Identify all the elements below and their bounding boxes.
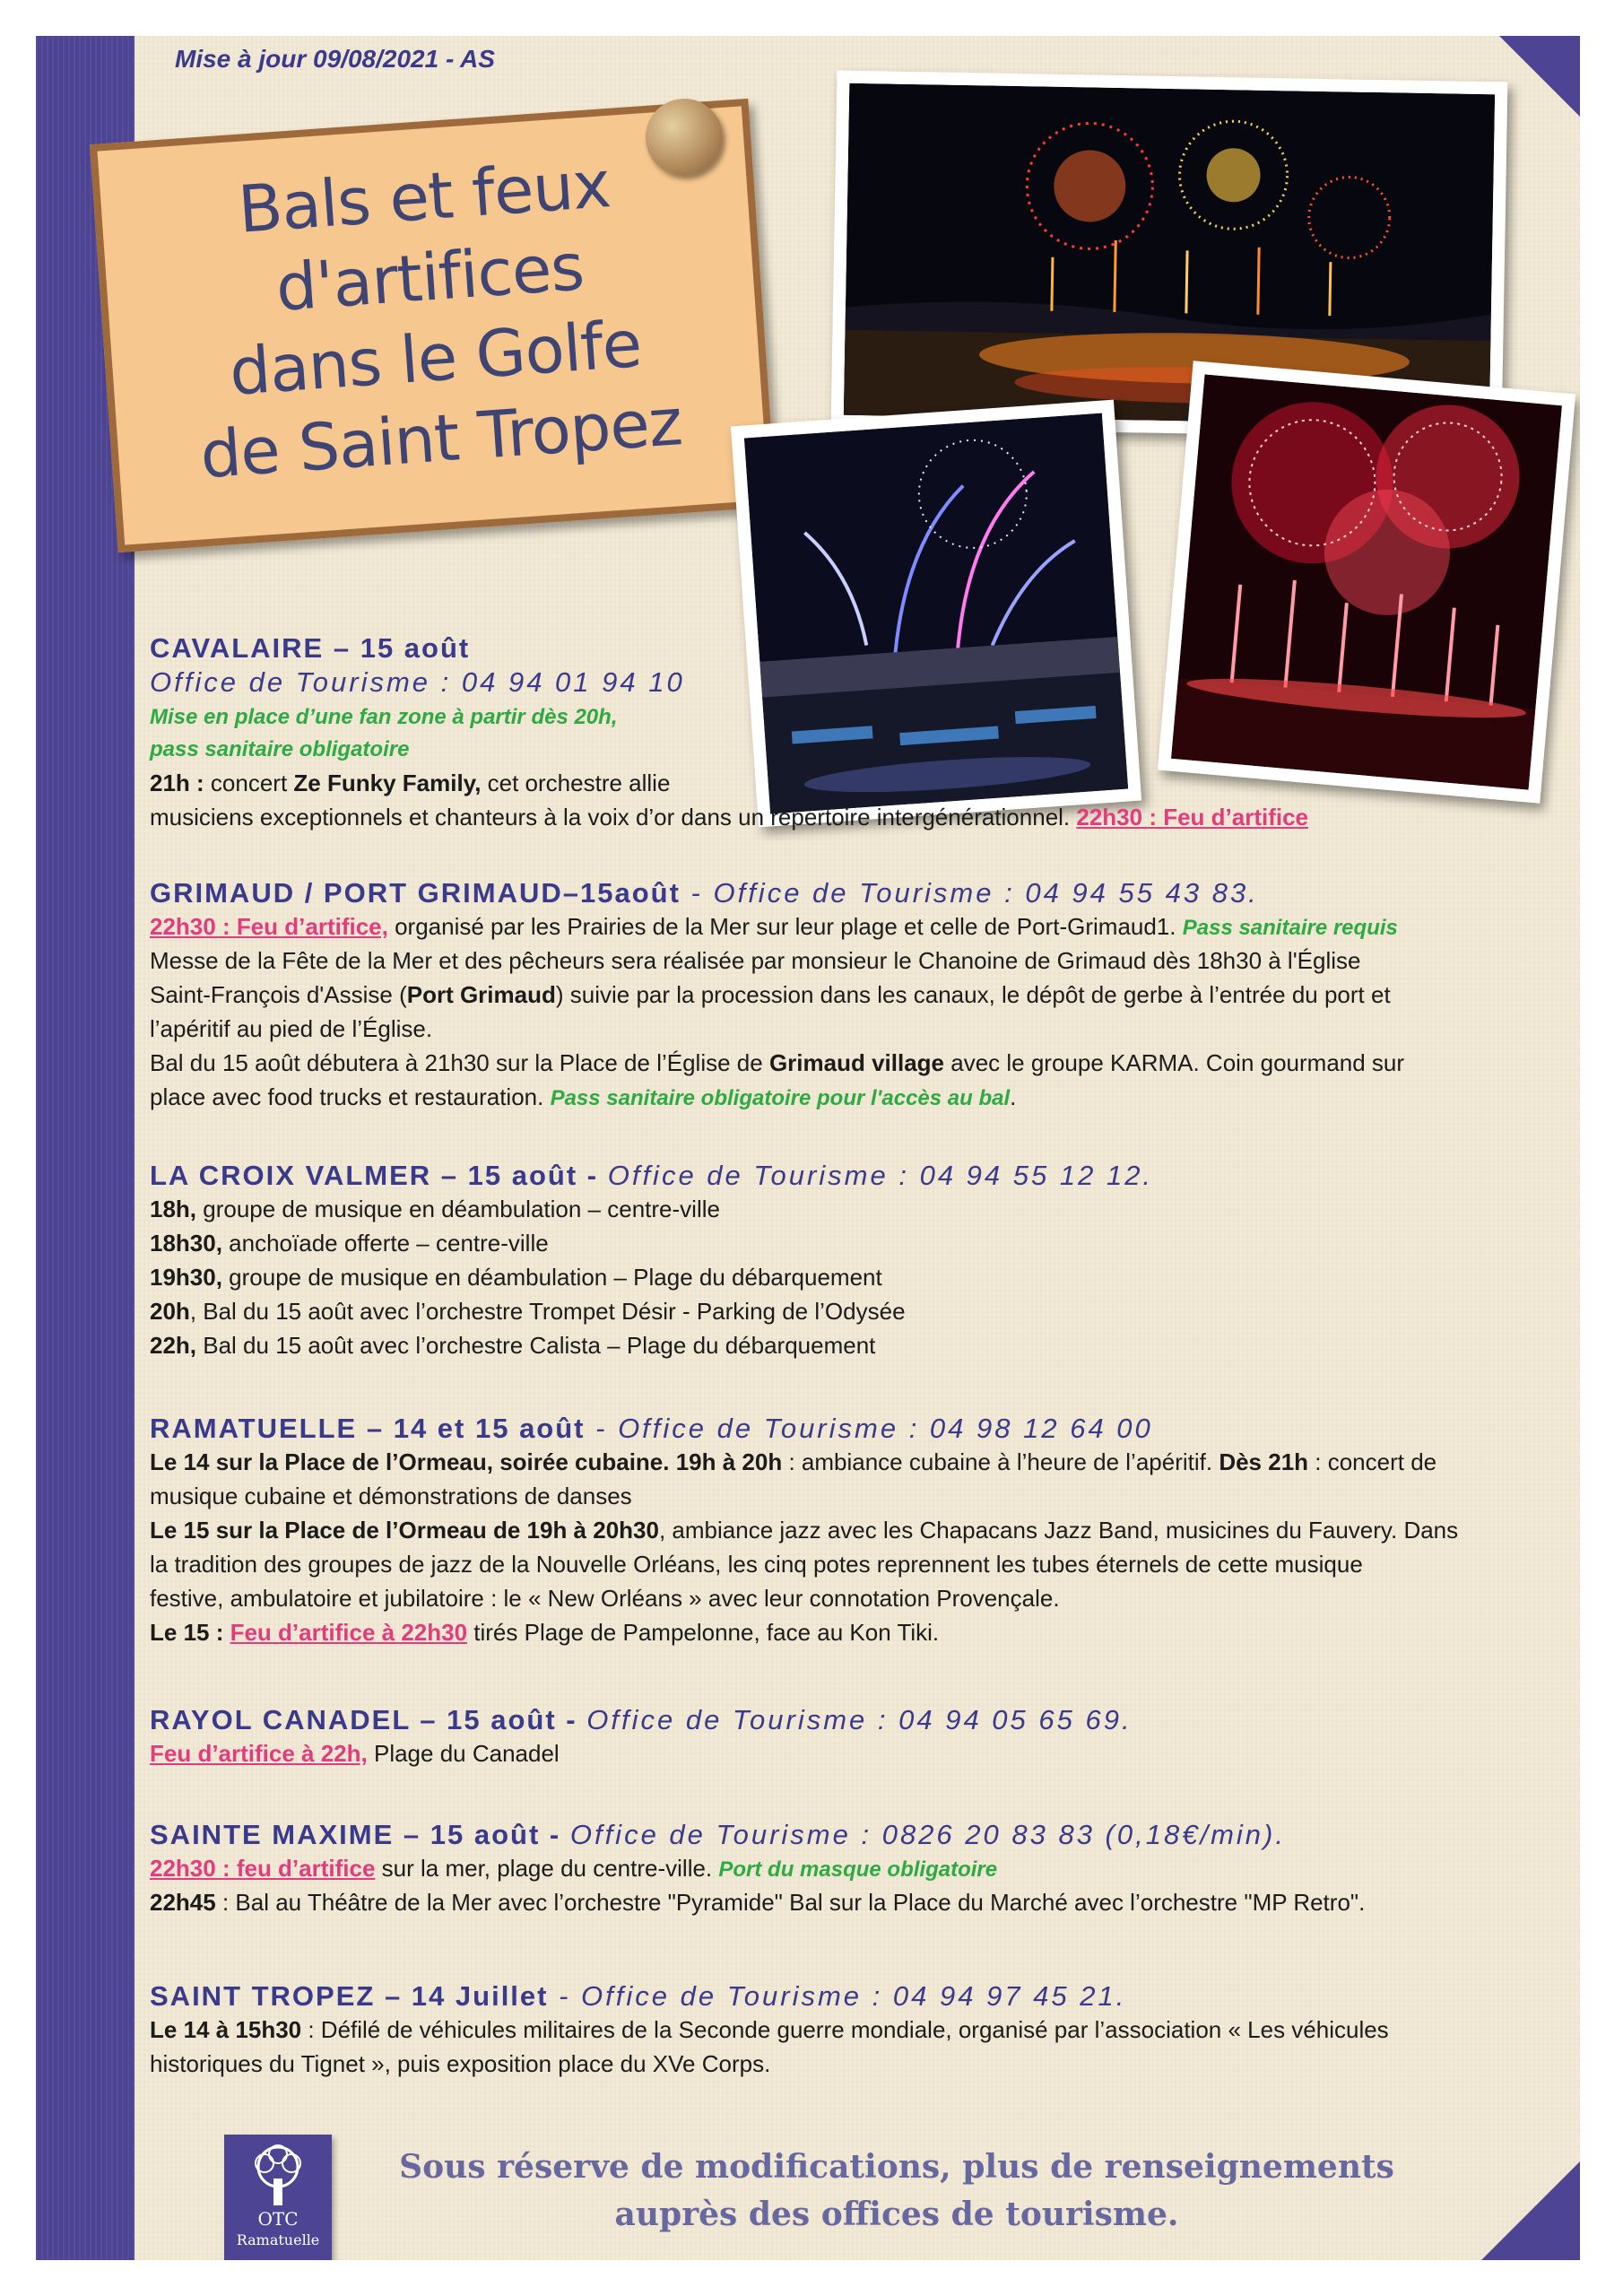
ramatuelle-line-3: Le 15 sur la Place de l’Ormeau de 19h à 20h30, ambiance jazz avec les Chapacans Jazz Band, musicines du Fauvery. Dans — [150, 1517, 1459, 1544]
cavalaire-line-1: 21h : concert Ze Funky Family, cet orchestre allie — [150, 770, 671, 796]
maxime-line-1: 22h30 : feu d’artifice sur la mer, plage du centre-ville. Port du masque obligatoire — [150, 1855, 998, 1882]
rayol-firework-time: Feu d’artifice à 22h, — [150, 1740, 368, 1767]
maxime-mask-note: Port du masque obligatoire — [718, 1857, 998, 1882]
croix-item: 18h, groupe de musique en déambulation – centre-ville — [150, 1196, 720, 1222]
cavalaire-band: Ze Funky Family, — [293, 770, 482, 796]
maxime-firework-time: 22h30 : feu d’artifice — [150, 1855, 376, 1882]
logo-text-otc: OTC — [257, 2208, 299, 2230]
grimaud-pass-note: Pass sanitaire requis — [1182, 916, 1398, 940]
croix-item: 20h, Bal du 15 août avec l’orchestre Trompet Désir - Parking de l’Odysée — [150, 1298, 906, 1325]
update-note: Mise à jour 09/08/2021 - AS — [175, 45, 495, 73]
grimaud-bal-pass-note: Pass sanitaire obligatoire pour l'accès au bal — [550, 1086, 1011, 1110]
croix-valmer-title: LA CROIX VALMER – 15 août - Office de Tourisme : 04 94 55 12 12. — [150, 1160, 1154, 1191]
grimaud-line-6: place avec food trucks et restauration. Pass sanitaire obligatoire pour l'accès au bal. — [150, 1083, 1017, 1110]
title-line-3: dans le Golfe — [227, 305, 644, 410]
grimaud-line-5: Bal du 15 août débutera à 21h30 sur la Place de l’Église de Grimaud village avec le groupe KARMA. Coin gourmand sur — [150, 1049, 1405, 1076]
croix-valmer-office: Office de Tourisme : 04 94 55 12 12. — [607, 1160, 1154, 1191]
cavalaire-time: 21h : — [150, 770, 204, 796]
fireworks-photo-harbour — [731, 400, 1141, 828]
title-line-1: Bals et feux — [235, 145, 612, 248]
rayol-canadel-title: RAYOL CANADEL – 15 août - Office de Tourisme : 04 94 05 65 69. — [150, 1704, 1133, 1735]
ramatuelle-line-2: musique cubaine et démonstrations de danses — [150, 1483, 632, 1509]
cavalaire-title: CAVALAIRE – 15 août — [150, 632, 471, 664]
grimaud-line-2: Messe de la Fête de la Mer et des pêcheurs sera réalisée par monsieur le Chanoine de Grimaud dès 18h30 à l'Église — [150, 947, 1361, 974]
grimaud-line-1: 22h30 : Feu d’artifice, organisé par les Prairies de la Mer sur leur plage et celle de Port-Grimaud1. Pass sanitaire requis — [150, 913, 1398, 940]
cavalaire-pass-note: pass sanitaire obligatoire — [150, 737, 410, 761]
title-line-4: de Saint Tropez — [197, 384, 684, 493]
tropez-line-2: historiques du Tignet », puis exposition place du XVe Corps. — [150, 2050, 771, 2077]
grimaud-line-3: Saint-François d'Assise (Port Grimaud) suivie par la procession dans les canaux, le dépôt de gerbe à l’entrée du port et — [150, 981, 1391, 1008]
saint-tropez-title: SAINT TROPEZ – 14 Juillet - Office de Tourisme : 04 94 97 45 21. — [150, 1980, 1127, 2012]
croix-item: 22h, Bal du 15 août avec l’orchestre Calista – Plage du débarquement — [150, 1332, 876, 1359]
cavalaire-firework-time: 22h30 : Feu d’artifice — [1076, 804, 1309, 831]
footer-line-1: Sous réserve de modifications, plus de renseignements — [399, 2148, 1394, 2186]
sainte-maxime-title: SAINTE MAXIME – 15 août - Office de Tourisme : 0826 20 83 83 (0,18€/min). — [150, 1819, 1286, 1850]
saint-tropez-office: - Office de Tourisme : 04 94 97 45 21. — [548, 1980, 1127, 2012]
ramatuelle-firework-time: Feu d’artifice à 22h30 — [230, 1619, 468, 1646]
otc-ramatuelle-logo — [224, 2135, 332, 2260]
logo-text-ramatuelle: Ramatuelle — [236, 2231, 320, 2248]
bottom-right-corner-decoration — [1481, 2161, 1580, 2260]
pushpin-icon — [646, 99, 723, 176]
ramatuelle-office: - Office de Tourisme : 04 98 12 64 00 — [585, 1413, 1153, 1444]
sainte-maxime-office: Office de Tourisme : 0826 20 83 83 (0,18€/min). — [569, 1819, 1286, 1850]
title-line-2: d'artifices — [273, 229, 586, 326]
croix-item: 18h30, anchoïade offerte – centre-ville — [150, 1230, 549, 1257]
flyer-page — [36, 36, 1580, 2260]
tropez-line-1: Le 14 à 15h30 : Défilé de véhicules militaires de la Seconde guerre mondiale, organisé par l’association « Les véhicules — [150, 2016, 1389, 2043]
ramatuelle-line-1: Le 14 sur la Place de l’Ormeau, soirée cubaine. 19h à 20h : ambiance cubaine à l’heure de l’apéritif. Dès 21h : concert de — [150, 1448, 1437, 1475]
top-right-corner-decoration — [1499, 36, 1580, 117]
ramatuelle-title: RAMATUELLE – 14 et 15 août - Office de Tourisme : 04 98 12 64 00 — [150, 1413, 1153, 1444]
maxime-line-2: 22h45 : Bal au Théâtre de la Mer avec l’orchestre "Pyramide" Bal sur la Place du Marché avec l’orchestre "MP Retro". — [150, 1889, 1366, 1916]
ramatuelle-line-6: Le 15 : Feu d’artifice à 22h30 tirés Plage de Pampelonne, face au Kon Tiki. — [150, 1619, 940, 1646]
rayol-line-1: Feu d’artifice à 22h, Plage du Canadel — [150, 1740, 560, 1767]
rayol-canadel-office: Office de Tourisme : 04 94 05 65 69. — [586, 1704, 1133, 1735]
ramatuelle-line-5: festive, ambulatoire et jubilatoire : le « New Orléans » avec leur connotation Provençale. — [150, 1585, 1060, 1612]
grimaud-line-4: l’apéritif au pied de l’Église. — [150, 1015, 433, 1042]
croix-item: 19h30, groupe de musique en déambulation – Plage du débarquement — [150, 1264, 882, 1291]
footer-line-2: auprès des offices de tourisme. — [614, 2196, 1179, 2233]
grimaud-firework-time: 22h30 : Feu d’artifice, — [150, 913, 388, 940]
cavalaire-line-2: musiciens exceptionnels et chanteurs à la voix d’or dans un répertoire intergénérationnel. 22h30 : Feu d’artifice — [150, 804, 1309, 831]
cavalaire-fanzone-note: Mise en place d’une fan zone à partir dès 20h, — [150, 705, 618, 729]
olive-tree-icon — [224, 2138, 332, 2210]
cavalaire-office: Office de Tourisme : 04 94 01 94 10 — [150, 666, 685, 698]
grimaud-office: - Office de Tourisme : 04 94 55 43 83. — [680, 877, 1259, 909]
grimaud-title: GRIMAUD / PORT GRIMAUD–15août - Office de Tourisme : 04 94 55 43 83. — [150, 877, 1259, 909]
ramatuelle-line-4: la tradition des groupes de jazz de la Nouvelle Orléans, les cinq potes reprennent les tubes éternels de cette musique — [150, 1551, 1363, 1578]
